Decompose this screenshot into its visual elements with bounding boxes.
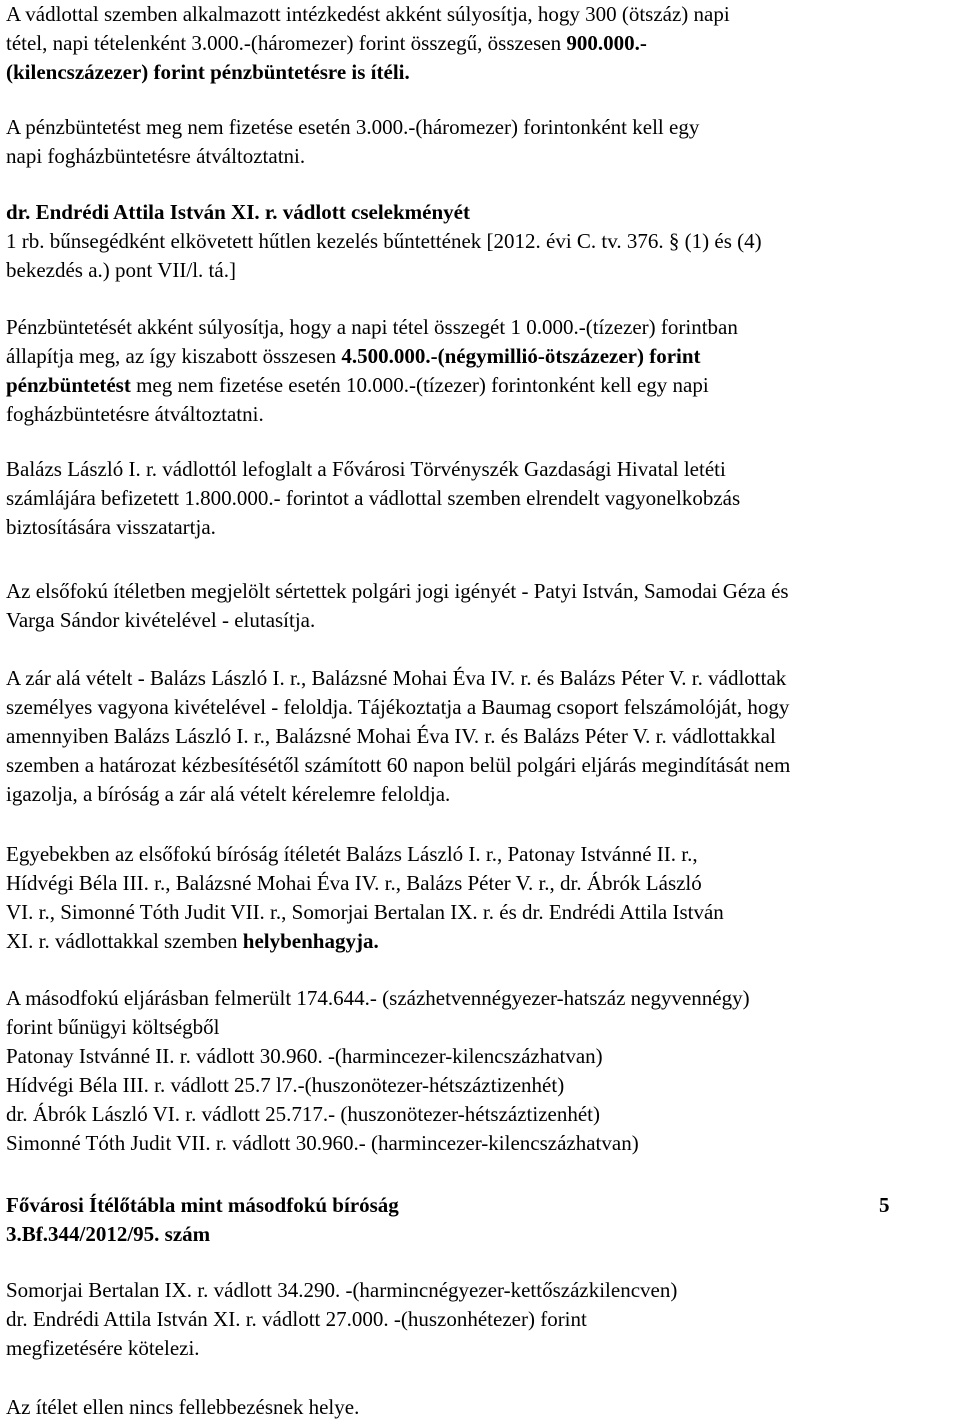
text-line: VI. r., Simonné Tóth Judit VII. r., Somorjai Bertalan IX. r. és dr. Endrédi Attila István [6,900,724,924]
text-line: amennyiben Balázs László I. r., Balázsné Mohai Éva IV. r. és Balázs Péter V. r. vádlottakkal [6,724,776,748]
text-line: (kilencszázezer) forint pénzbüntetésre is ítéli. [6,60,410,84]
text-line: dr. Ábrók László VI. r. vádlott 25.717.- (huszonötezer-hétszáztizenhét) [6,1102,600,1126]
text-line: fogházbüntetésre átváltoztatni. [6,402,264,426]
case-number: 3.Bf.344/2012/95. szám [6,1222,211,1246]
text-line: Hídvégi Béla III. r., Balázsné Mohai Éva IV. r., Balázs Péter V. r., dr. Ábrók László [6,871,702,895]
paragraph-conversion [6,113,951,171]
text-line: Egyebekben az elsőfokú bíróság ítéletét Balázs László I. r., Patonay Istvánné II. r., [6,842,698,866]
text-line: A másodfokú eljárásban felmerült 174.644.- (százhetvennégyezer-hatszáz negyvennégy) [6,986,750,1010]
header-line [6,1191,951,1220]
running-header [6,1191,951,1249]
text-line: személyes vagyona kivételével - feloldja. Tájékoztatja a Baumag csoport felszámolóját, hogy [6,695,790,719]
text-line: megfizetésére kötelezi. [6,1336,200,1360]
text-line: napi fogházbüntetésre átváltoztatni. [6,144,306,168]
paragraph-endredi [6,198,951,285]
text-line: A pénzbüntetést meg nem fizetése esetén 3.000.-(háromezer) forintonként kell egy [6,115,700,139]
paragraph-seizure [6,664,951,809]
text-line: szemben a határozat kézbesítésétől számított 60 napon belül polgári eljárás megindítását nem [6,753,791,777]
text-line: állapítja meg, az így kiszabott összesen 4.500.000.-(négymillió-ötszázezer) forint [6,344,701,368]
text-line: Somorjai Bertalan IX. r. vádlott 34.290. -(harmincnégyezer-kettőszázkilencven) [6,1278,678,1302]
text-line: dr. Endrédi Attila István XI. r. vádlott 27.000. -(huszonhétezer) forint [6,1307,587,1331]
paragraph-costs-continued [6,1276,951,1363]
text-line: Simonné Tóth Judit VII. r. vádlott 30.960.- (harmincezer-kilencszázhatvan) [6,1131,639,1155]
paragraph-upheld [6,840,951,956]
text-line: forint bűnügyi költségből [6,1015,220,1039]
text-line: A zár alá vételt - Balázs László I. r., Balázsné Mohai Éva IV. r. és Balázs Péter V. r. vádlottak [6,666,787,690]
text-line: Varga Sándor kivételével - elutasítja. [6,608,316,632]
paragraph-costs [6,984,951,1158]
paragraph-civil-claims [6,577,951,635]
text-line: Patonay Istvánné II. r. vádlott 30.960. -(harmincezer-kilencszázhatvan) [6,1044,603,1068]
paragraph-sentence-increase [6,0,951,87]
paragraph-deposit [6,455,951,542]
defendant-heading: dr. Endrédi Attila István XI. r. vádlott cselekményét [6,200,470,224]
text-line: XI. r. vádlottakkal szemben helybenhagyja. [6,929,379,953]
text-line: bekezdés a.) pont VII/l. tá.] [6,258,236,282]
text-line: Hídvégi Béla III. r. vádlott 25.7 l7.-(huszonötezer-hétszáztizenhét) [6,1073,565,1097]
paragraph-fine [6,313,951,429]
text-line: számlájára befizetett 1.800.000.- forintot a vádlottal szemben elrendelt vagyonelkobzás [6,486,741,510]
text-line: Az ítélet ellen nincs fellebbezésnek helye. [6,1395,360,1419]
court-name: Fővárosi Ítélőtábla mint másodfokú bíróság [6,1193,399,1217]
text-line: Pénzbüntetését akként súlyosítja, hogy a napi tétel összegét 1 0.000.-(tízezer) forintban [6,315,738,339]
text-line: A vádlottal szemben alkalmazott intézkedést akként súlyosítja, hogy 300 (ötszáz) napi [6,2,730,26]
paragraph-no-appeal [6,1393,951,1422]
text-line: biztosítására visszatartja. [6,515,216,539]
text-line: Az elsőfokú ítéletben megjelölt sértettek polgári jogi igényét - Patyi István, Samodai Géza és [6,579,789,603]
page-number: 5 [879,1193,890,1217]
text-line: 1 rb. bűnsegédként elkövetett hűtlen kezelés bűntettének [2012. évi C. tv. 376. § (1) és (4) [6,229,762,253]
text-line: igazolja, a bíróság a zár alá vételt kérelemre feloldja. [6,782,451,806]
text-line: tétel, napi tételenként 3.000.-(háromezer) forint összegű, összesen 900.000.- [6,31,647,55]
text-line: pénzbüntetést meg nem fizetése esetén 10.000.-(tízezer) forintonként kell egy napi [6,373,709,397]
text-line: Balázs László I. r. vádlottól lefoglalt a Fővárosi Törvényszék Gazdasági Hivatal letéti [6,457,726,481]
